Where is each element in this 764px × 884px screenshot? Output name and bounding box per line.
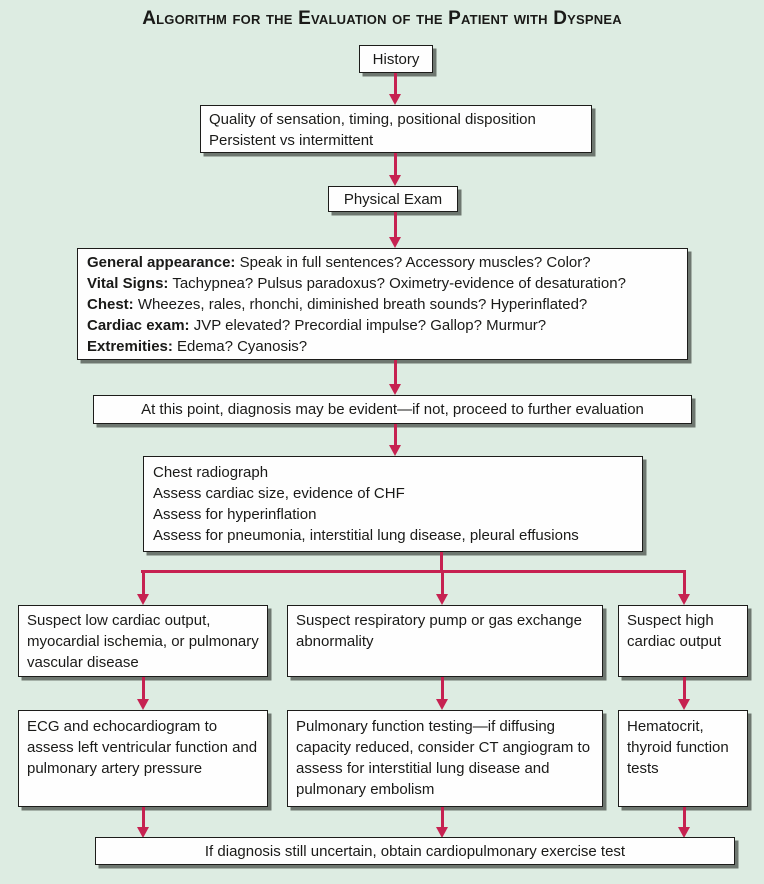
- node-cardiac-tests-label: ECG and echocardiogram to assess left ventricular function and pulmonary artery pressure: [27, 718, 258, 777]
- chest-radiograph-line-3: Assess for hyperinflation: [153, 506, 317, 523]
- arrow-suspect-cardiac-to-tests: [137, 677, 149, 710]
- chest-radiograph-line-1: Chest radiograph: [153, 464, 269, 481]
- arrowhead-icon: [389, 384, 401, 395]
- node-cardiac-tests: [18, 710, 268, 807]
- node-physical-exam-label: Physical Exam: [343, 190, 443, 208]
- node-suspect-cardiac-label: Suspect low cardiac output, myocardial ischemia, or pulmonary vascular disease: [27, 612, 259, 671]
- arrowhead-icon: [389, 445, 401, 456]
- exam-findings-line-5: Extremities: Edema? Cyanosis?: [87, 338, 308, 355]
- node-quality: [200, 105, 592, 153]
- node-history-label: History: [372, 50, 420, 68]
- node-pulmonary-tests: [287, 710, 603, 807]
- chest-radiograph-line-4: Assess for pneumonia, interstitial lung disease, pleural effusions: [153, 527, 579, 544]
- node-diagnosis-evident-label: At this point, diagnosis may be evident—if not, proceed to further evaluation: [141, 401, 644, 418]
- arrowhead-icon: [678, 699, 690, 710]
- exam-findings-line-2: Vital Signs: Tachypnea? Pulsus paradoxus? Oximetry-evidence of desaturation?: [87, 275, 626, 292]
- arrow-pulmonary-tests-to-exercise: [436, 807, 448, 838]
- arrow-findings-to-diagnosis: [389, 360, 401, 395]
- arrow-suspect-high-output-to-tests: [678, 677, 690, 710]
- exam-findings-line-1: General appearance: Speak in full sentences? Accessory muscles? Color?: [87, 254, 591, 271]
- arrowhead-icon: [678, 594, 690, 605]
- node-physical-exam: [328, 186, 458, 212]
- node-exercise-test-label: If diagnosis still uncertain, obtain cardiopulmonary exercise test: [204, 842, 626, 860]
- arrowhead-icon: [436, 594, 448, 605]
- node-exam-findings: [77, 248, 688, 360]
- node-pulmonary-tests-label: Pulmonary function testing—if diffusing capacity reduced, consider CT angiogram to assess for interstitial lung disease and pulmonary embolism: [296, 718, 591, 798]
- arrowhead-icon: [137, 699, 149, 710]
- branch-trunk-line: [440, 552, 443, 572]
- node-high-output-tests: [618, 710, 748, 807]
- arrow-branch-to-suspect-high-output: [678, 570, 690, 605]
- arrow-physical-exam-to-findings: [389, 212, 401, 248]
- arrow-history-to-quality: [389, 73, 401, 105]
- node-diagnosis-evident: [93, 395, 692, 424]
- diagram-title: Algorithm for the Evaluation of the Patient with Dyspnea: [142, 8, 622, 29]
- arrow-cardiac-tests-to-exercise: [137, 807, 149, 838]
- node-high-output-tests-label: Hematocrit, thyroid function tests: [627, 718, 729, 777]
- arrowhead-icon: [389, 175, 401, 186]
- node-quality-line-2: Persistent vs intermittent: [209, 132, 374, 149]
- arrowhead-icon: [436, 699, 448, 710]
- node-suspect-respiratory: [287, 605, 603, 677]
- node-suspect-respiratory-label: Suspect respiratory pump or gas exchange abnormality: [296, 612, 582, 650]
- node-suspect-cardiac: [18, 605, 268, 677]
- exam-findings-line-4: Cardiac exam: JVP elevated? Precordial impulse? Gallop? Murmur?: [87, 317, 547, 334]
- arrow-quality-to-physical-exam: [389, 153, 401, 186]
- arrowhead-icon: [389, 94, 401, 105]
- arrowhead-icon: [389, 237, 401, 248]
- arrow-diagnosis-to-radiograph: [389, 424, 401, 456]
- arrowhead-icon: [137, 594, 149, 605]
- chest-radiograph-line-2: Assess cardiac size, evidence of CHF: [153, 485, 405, 502]
- node-quality-line-1: Quality of sensation, timing, positional disposition: [209, 111, 536, 128]
- arrow-branch-to-suspect-respiratory: [436, 570, 448, 605]
- arrow-high-output-tests-to-exercise: [678, 807, 690, 838]
- node-history: [359, 45, 433, 73]
- arrow-suspect-respiratory-to-tests: [436, 677, 448, 710]
- node-exercise-test: [95, 837, 735, 865]
- arrow-branch-to-suspect-cardiac: [137, 570, 149, 605]
- node-chest-radiograph: [143, 456, 643, 552]
- node-suspect-high-output-label: Suspect high cardiac output: [627, 612, 722, 650]
- branch-horizontal-line: [141, 570, 686, 573]
- node-suspect-high-output: [618, 605, 748, 677]
- exam-findings-line-3: Chest: Wheezes, rales, rhonchi, diminished breath sounds? Hyperinflated?: [87, 296, 588, 313]
